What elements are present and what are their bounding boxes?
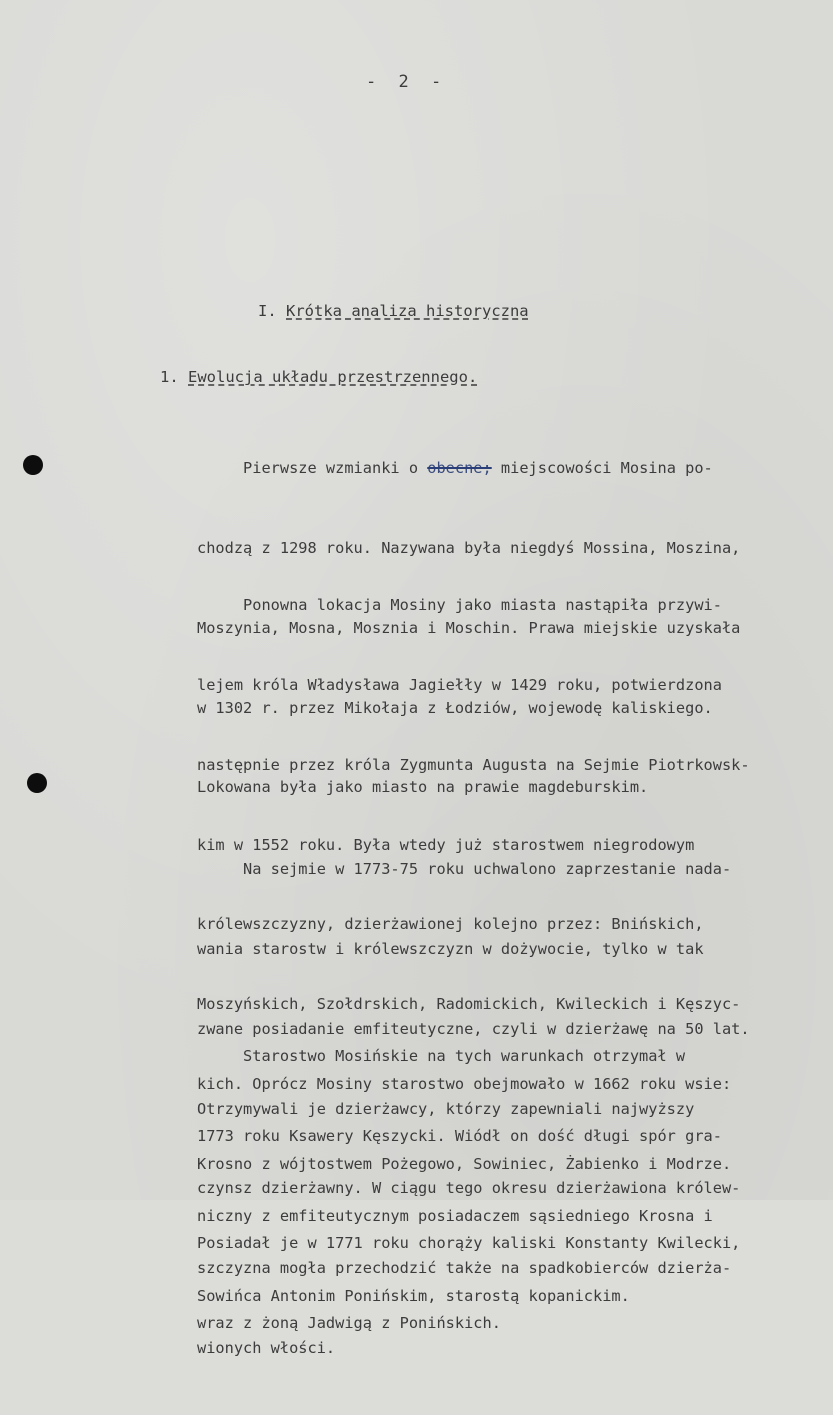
text-line: następnie przez króla Zygmunta Augusta na Sejmie Piotrkowsk- — [197, 755, 750, 774]
section-heading — [160, 368, 477, 386]
paragraph-4 — [197, 990, 817, 1362]
text-line: Posiadał je w 1771 roku chorąży kaliski Konstanty Kwilecki, — [197, 1234, 741, 1253]
chapter-number: I. — [258, 302, 277, 320]
text-line: Na sejmie w 1773-75 roku uchwalono zaprzestanie nada- — [197, 860, 732, 879]
text-line: wraz z żoną Jadwigą z Ponińskich. — [197, 1314, 501, 1333]
text-line: wania starostw i królewszczyzn w dożywocie, tylko w tak — [197, 939, 704, 958]
text-line: niczny z emfiteutycznym posiadaczem sąsiedniego Krosna i — [197, 1206, 713, 1225]
chapter-heading — [258, 302, 529, 320]
text-line: czynsz dzierżawny. W ciągu tego okresu dzierżawiona królew- — [197, 1179, 741, 1198]
text-line: szczyzna mogła przechodzić także na spadkobierców dzierża- — [197, 1259, 732, 1278]
text-line: Sowińca Antonim Ponińskim, starostą kopanickim. — [197, 1286, 630, 1305]
text-line: chodzą z 1298 roku. Nazywana była niegdyś Mossina, Moszina, — [197, 538, 741, 557]
text-line: Starostwo Mosińskie na tych warunkach otrzymał w — [197, 1047, 686, 1066]
text-line: Otrzymywali je dzierżawcy, którzy zapewniali najwyższy — [197, 1099, 695, 1118]
text-line: Krosno z wójtostwem Pożegowo, Sowiniec, Żabienko i Modrze. — [197, 1154, 732, 1173]
text-line: Lokowana była jako miasto na prawie magdeburskim. — [197, 778, 649, 797]
chapter-title: Krótka analiza historyczna — [286, 302, 529, 320]
text-line: 1773 roku Ksawery Kęszycki. Wiódł on dość długi spór gra- — [197, 1126, 722, 1145]
punch-hole-top — [23, 455, 43, 475]
text-line: Ponowna lokacja Mosiny jako miasta nastąpiła przywi- — [197, 596, 722, 615]
struck-word: obecne; — [427, 459, 492, 478]
text-line: lejem króla Władysława Jagiełły w 1429 roku, potwierdzona — [197, 675, 722, 694]
text-line: kim w 1552 roku. Była wtedy już starostwem niegrodowym — [197, 835, 695, 854]
text-line: Pierwsze wzmianki o obecne; miejscowości Mosina po- — [197, 459, 713, 478]
text-line: wionych włości. — [197, 1338, 336, 1357]
section-number: 1. — [160, 368, 179, 386]
text-line: w 1302 r. przez Mikołaja z Łodziów, wojewodę kaliskiego. — [197, 698, 713, 717]
page-number: - 2 - — [366, 72, 448, 92]
text-line: królewszczyzny, dzierżawionej kolejno przez: Bnińskich, — [197, 915, 704, 934]
text-line: zwane posiadanie emfiteutyczne, czyli w dzierżawę na 50 lat. — [197, 1019, 750, 1038]
punch-hole-bottom — [27, 773, 47, 793]
text-line: Moszyńskich, Szołdrskich, Radomickich, Kwileckich i Kęszyc- — [197, 995, 741, 1014]
text-line: kich. Oprócz Mosiny starostwo obejmowało w 1662 roku wsie: — [197, 1074, 732, 1093]
text-line: Moszynia, Mosna, Mosznia i Moschin. Prawa miejskie uzyskała — [197, 618, 741, 637]
section-title: Ewolucja układu przestrzennego. — [188, 368, 478, 386]
